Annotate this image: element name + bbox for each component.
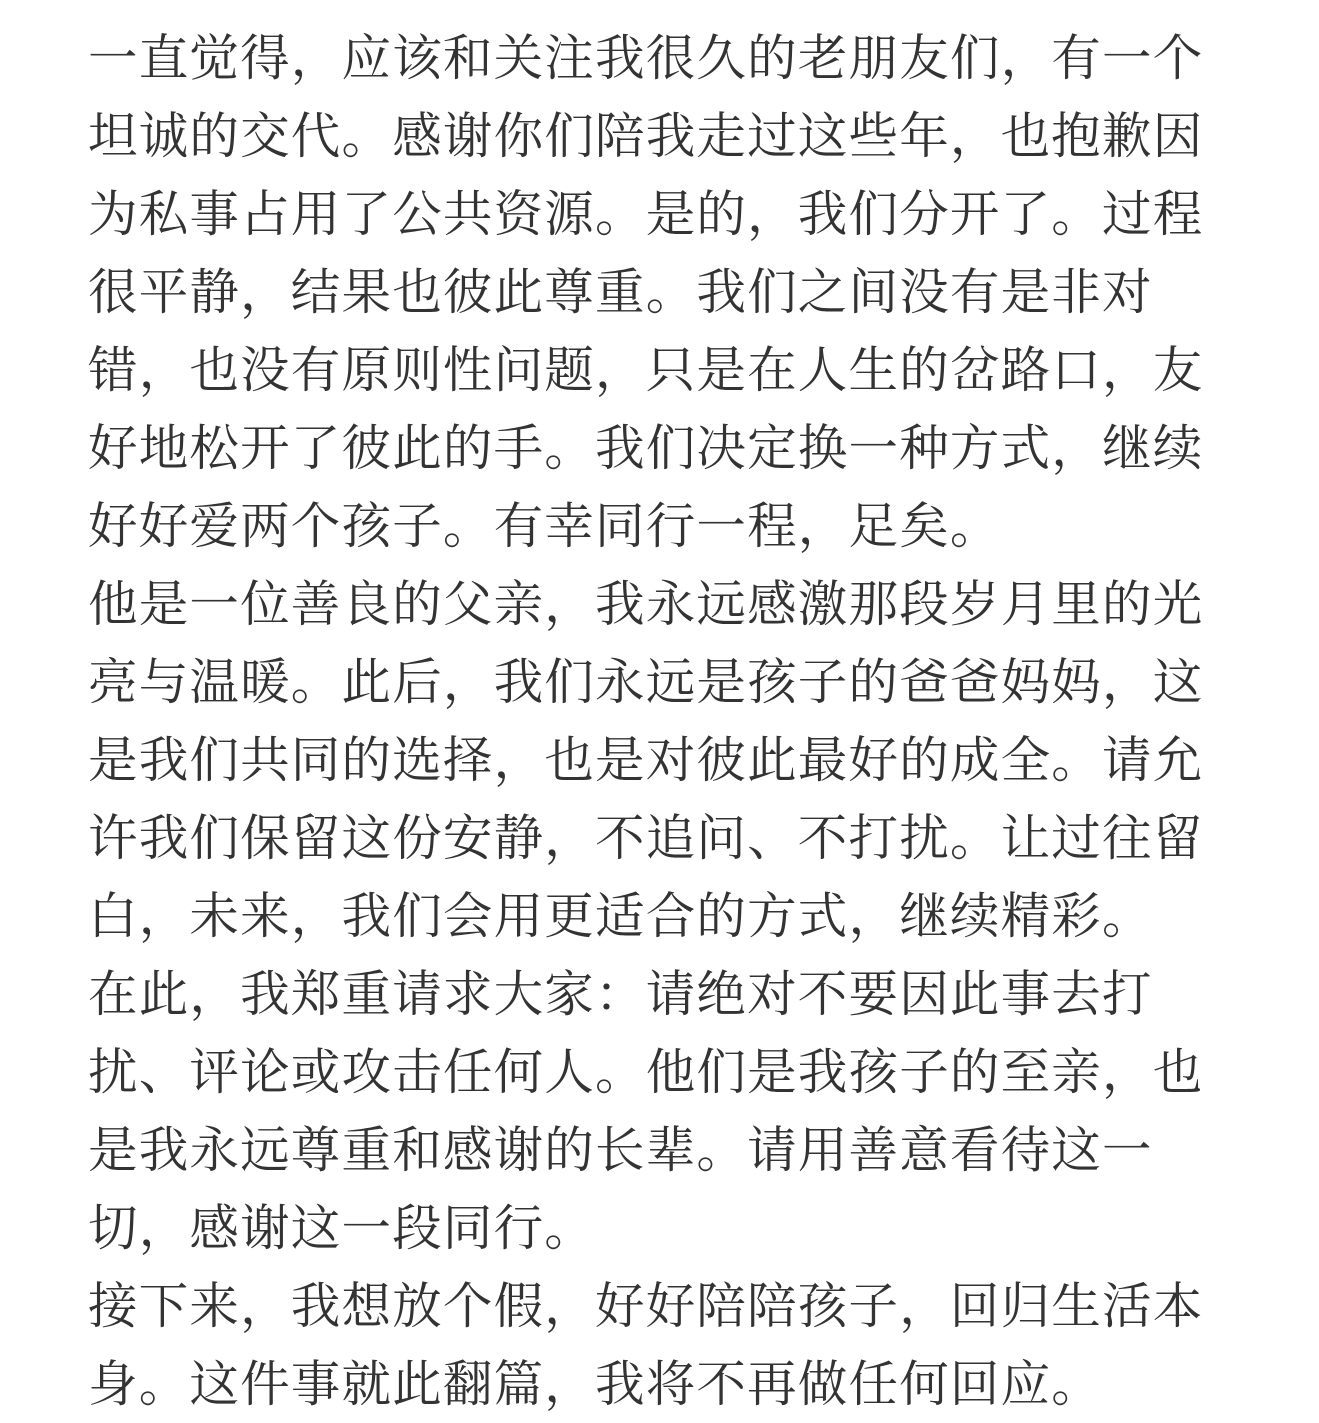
text-line: 好好爱两个孩子。有幸同行一程，足矣。 (88, 497, 1001, 555)
post-body (88, 19, 1213, 1423)
text-line: 白，未来，我们会用更适合的方式，继续精彩。 (88, 887, 1153, 945)
text-line: 身。这件事就此翻篇，我将不再做任何回应。 (88, 1355, 1102, 1413)
text-line: 是我永远尊重和感谢的长辈。请用善意看待这一 (88, 1121, 1153, 1179)
text-line: 许我们保留这份安静，不追问、不打扰。让过往留 (88, 809, 1204, 867)
paragraph-4 (88, 1267, 1213, 1423)
paragraph-3 (88, 955, 1213, 1267)
text-line: 他是一位善良的父亲，我永远感激那段岁月里的光 (88, 575, 1204, 633)
text-line: 在此，我郑重请求大家：请绝对不要因此事去打 (88, 965, 1153, 1023)
text-line: 接下来，我想放个假，好好陪陪孩子，回归生活本 (88, 1277, 1204, 1335)
paragraph-1 (88, 19, 1213, 565)
text-line: 坦诚的交代。感谢你们陪我走过这些年，也抱歉因 (88, 107, 1204, 165)
text-line: 为私事占用了公共资源。是的，我们分开了。过程 (88, 185, 1204, 243)
text-line: 很平静，结果也彼此尊重。我们之间没有是非对 (88, 263, 1153, 321)
text-line: 扰、评论或攻击任何人。他们是我孩子的至亲，也 (88, 1043, 1204, 1101)
text-line: 是我们共同的选择，也是对彼此最好的成全。请允 (88, 731, 1204, 789)
text-line: 切，感谢这一段同行。 (88, 1199, 595, 1257)
text-line: 好地松开了彼此的手。我们决定换一种方式，继续 (88, 419, 1204, 477)
text-line: 亮与温暖。此后，我们永远是孩子的爸爸妈妈，这 (88, 653, 1204, 711)
paragraph-2 (88, 565, 1213, 955)
text-line: 错，也没有原则性问题，只是在人生的岔路口，友 (88, 341, 1204, 399)
text-line: 一直觉得，应该和关注我很久的老朋友们，有一个 (88, 29, 1204, 87)
